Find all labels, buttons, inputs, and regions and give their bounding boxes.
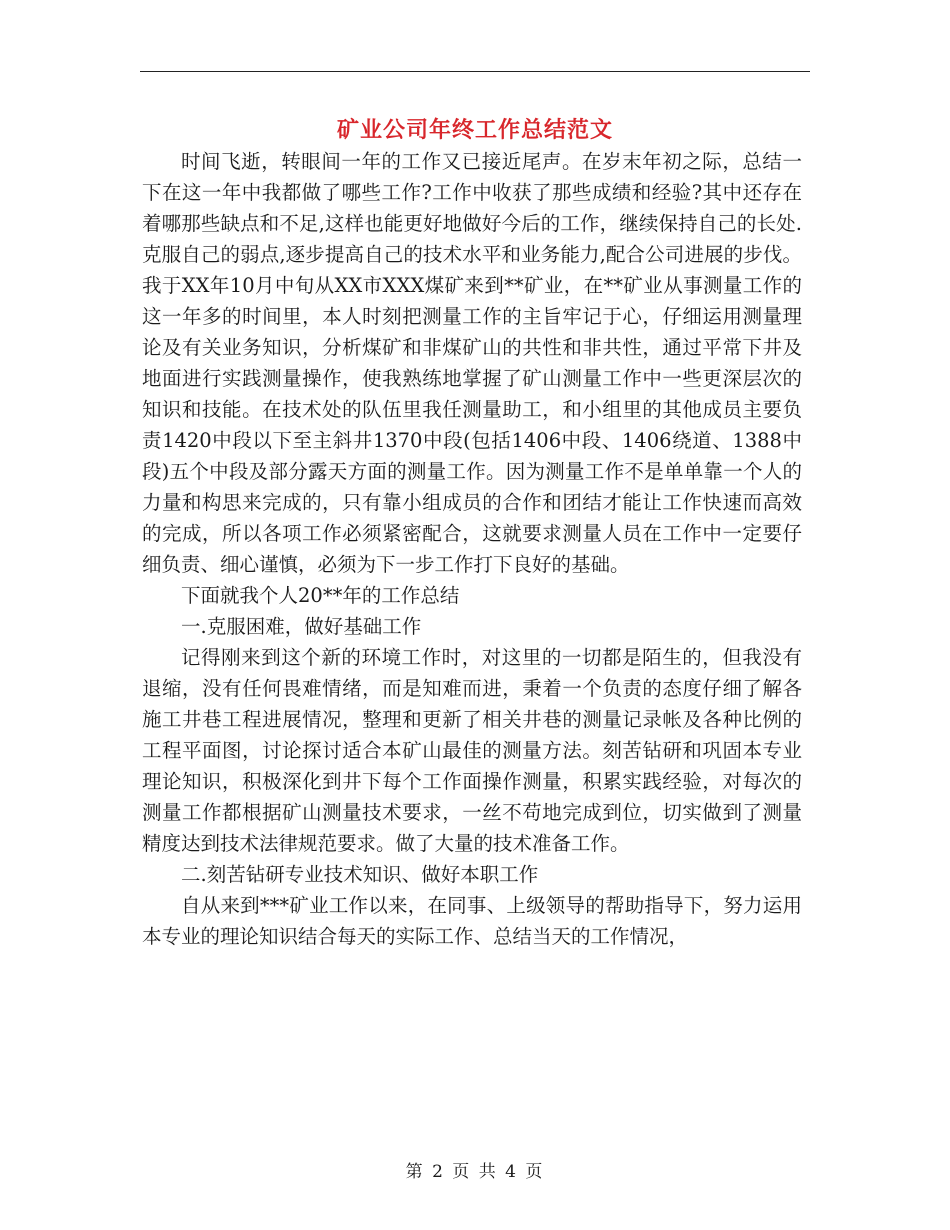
- paragraph-intro: 时间飞逝，转眼间一年的工作又已接近尾声。在岁末年初之际，总结一下在这一年中我都做了哪些工作?工作中收获了那些成绩和经验?其中还存在着哪那些缺点和不足,这样也能更好地做好今后的工作，继续保持自己的长处.克服自己的弱点,逐步提高自己的技术水平和业务能力,配合公司进展的步伐。 我于XX年10月中旬从XX市XXX煤矿来到**矿业，在**矿业从事测量工作的这一年多的时间里，本人时刻把测量工作的主旨牢记于心，仔细运用测量理论及有关业务知识，分析煤矿和非煤矿山的共性和非共性，通过平常下井及地面进行实践测量操作，使我熟练地掌握了矿山测量工作中一些更深层次的知识和技能。在技术处的队伍里我任测量助工，和小组里的其他成员主要负责1420中段以下至主斜井1370中段(包括1406中段、1406绕道、1388中段)五个中段及部分露天方面的测量工作。因为测量工作不是单单靠一个人的力量和构思来完成的，只有靠小组成员的合作和团结才能让工作快速而高效的完成，所以各项工作必须紧密配合，这就要求测量人员在工作中一定要仔细负责、细心谨慎，必须为下一步工作打下良好的基础。: [142, 150, 802, 576]
- paragraph-summary-lead: 下面就我个人20**年的工作总结: [181, 584, 460, 607]
- section-heading-2: 二.刻苦钻研专业技术知识、做好本职工作: [181, 863, 539, 886]
- document-body: [142, 146, 802, 952]
- paragraph-section-2: 自从来到***矿业工作以来，在同事、上级领导的帮助指导下，努力运用本专业的理论知识结合每天的实际工作、总结当天的工作情况，: [142, 894, 802, 948]
- section-heading-1: 一.克服困难，做好基础工作: [181, 615, 422, 638]
- header-rule: [140, 71, 810, 72]
- paragraph-section-1: 记得刚来到这个新的环境工作时，对这里的一切都是陌生的，但我没有退缩，没有任何畏难情绪，而是知难而进，秉着一个负责的态度仔细了解各施工井巷工程进展情况，整理和更新了相关井巷的测量记录帐及各种比例的工程平面图，讨论探讨适合本矿山最佳的测量方法。刻苦钻研和巩固本专业理论知识，积极深化到井下每个工作面操作测量，积累实践经验，对每次的测量工作都根据矿山测量技术要求，一丝不苟地完成到位，切实做到了测量精度达到技术法律规范要求。做了大量的技术准备工作。: [142, 646, 802, 855]
- page-number: 第 2 页 共 4 页: [405, 1162, 545, 1182]
- document-title: 矿业公司年终工作总结范文: [336, 117, 613, 143]
